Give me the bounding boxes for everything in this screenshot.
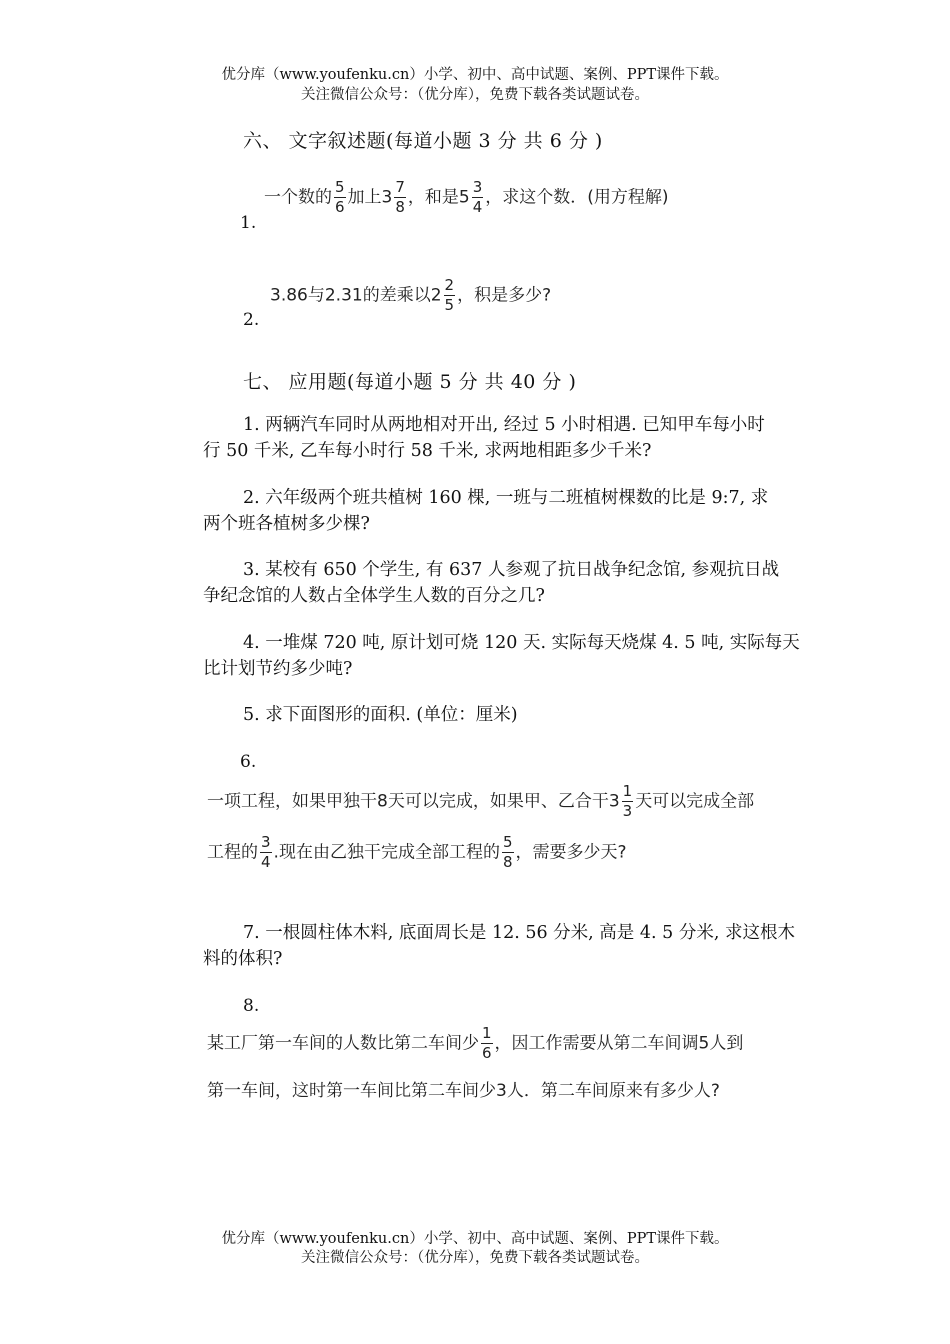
section-7-title: 七、 应用题(每道小题 5 分 共 40 分 ) bbox=[243, 371, 577, 393]
fraction-5-6: $\frac{5}{6}$ bbox=[335, 178, 345, 216]
s6-question-2-text bbox=[270, 276, 551, 315]
fraction-1-3: $\frac{1}{3}$ bbox=[622, 782, 633, 820]
fraction-7-8: $\frac{7}{8}$ bbox=[395, 178, 405, 216]
fraction-1-6: $\frac{1}{6}$ bbox=[482, 1024, 492, 1062]
s7-q6-line-1 bbox=[207, 782, 754, 821]
s7-q8-text-a2: ，因工作需要从第二车间调5人到 bbox=[494, 1033, 744, 1054]
s7-q8-number: 8. bbox=[243, 996, 260, 1016]
page-footer-line-2: 关注微信公众号：（优分库），免费下载各类试题试卷。 bbox=[301, 1250, 649, 1266]
s6-q1-text-1: 一个数的 bbox=[264, 187, 332, 208]
page-header-line-1: 优分库（www.youfenku.cn）小学、初中、高中试题、案例、PPT课件下载。 bbox=[221, 67, 729, 83]
s7-q8-text-a1: 某工厂第一车间的人数比第二车间少 bbox=[207, 1033, 479, 1054]
s7-q2-line-2: 两个班各植树多少棵? bbox=[203, 514, 370, 534]
s7-q5-text: 5. 求下面图形的面积. (单位：厘米) bbox=[243, 705, 518, 725]
fraction-5-8: $\frac{5}{8}$ bbox=[502, 833, 513, 871]
s6-question-1-text bbox=[264, 178, 669, 217]
s6-q1-text-4: ，求这个数．(用方程解) bbox=[485, 187, 669, 208]
fraction-3-4: $\frac{3}{4}$ bbox=[472, 178, 483, 216]
s6-question-2-number: 2. bbox=[243, 310, 260, 330]
s7-q6-text-b1: 工程的 bbox=[207, 842, 258, 863]
s7-q4-line-1: 4. 一堆煤 720 吨, 原计划可烧 120 天. 实际每天烧煤 4. 5 吨, 实际每天 bbox=[243, 633, 800, 653]
s6-q2-text-1: 3.86与2.31的差乘以2 bbox=[270, 285, 442, 306]
s7-q7-line-1: 7. 一根圆柱体木料, 底面周长是 12. 56 分米, 高是 4. 5 分米, 求这根木 bbox=[243, 923, 795, 943]
s7-q8-line-1 bbox=[207, 1024, 743, 1063]
s7-q2-line-1: 2. 六年级两个班共植树 160 棵, 一班与二班植树棵数的比是 9:7, 求 bbox=[243, 488, 769, 508]
s7-q6-text-a2: 天可以完成全部 bbox=[635, 791, 755, 812]
s6-q2-text-2: ，积是多少? bbox=[457, 285, 552, 306]
s7-q6-line-2 bbox=[207, 833, 627, 872]
s7-q6-text-a1: 一项工程，如果甲独干8天可以完成，如果甲、乙合干3 bbox=[207, 791, 620, 812]
fraction-2-5: $\frac{2}{5}$ bbox=[444, 276, 455, 314]
s6-q1-text-2: 加上3 bbox=[347, 187, 393, 208]
s7-q6-text-b2: .现在由乙独干完成全部工程的 bbox=[273, 842, 500, 863]
fraction-3-4: $\frac{3}{4}$ bbox=[261, 833, 271, 871]
page-header-line-2: 关注微信公众号：（优分库），免费下载各类试题试卷。 bbox=[301, 87, 649, 103]
s6-q1-text-3: ，和是5 bbox=[407, 187, 470, 208]
s7-q8-line-2: 第一车间，这时第一车间比第二车间少3人．第二车间原来有多少人? bbox=[207, 1081, 720, 1101]
page-footer-line-1: 优分库（www.youfenku.cn）小学、初中、高中试题、案例、PPT课件下载。 bbox=[221, 1231, 729, 1247]
s7-q3-line-2: 争纪念馆的人数占全体学生人数的百分之几? bbox=[203, 586, 545, 606]
s7-q4-line-2: 比计划节约多少吨? bbox=[203, 659, 353, 679]
s6-question-1-number: 1. bbox=[240, 213, 257, 233]
s7-q6-text-b3: ，需要多少天? bbox=[515, 842, 627, 863]
section-6-title: 六、 文字叙述题(每道小题 3 分 共 6 分 ) bbox=[243, 130, 603, 152]
s7-q7-line-2: 料的体积? bbox=[203, 949, 283, 969]
s7-q1-line-2: 行 50 千米, 乙车每小时行 58 千米, 求两地相距多少千米? bbox=[203, 441, 652, 461]
s7-q6-number: 6. bbox=[240, 752, 257, 772]
s7-q1-line-1: 1. 两辆汽车同时从两地相对开出, 经过 5 小时相遇. 已知甲车每小时 bbox=[243, 415, 765, 435]
s7-q3-line-1: 3. 某校有 650 个学生, 有 637 人参观了抗日战争纪念馆, 参观抗日战 bbox=[243, 560, 780, 580]
